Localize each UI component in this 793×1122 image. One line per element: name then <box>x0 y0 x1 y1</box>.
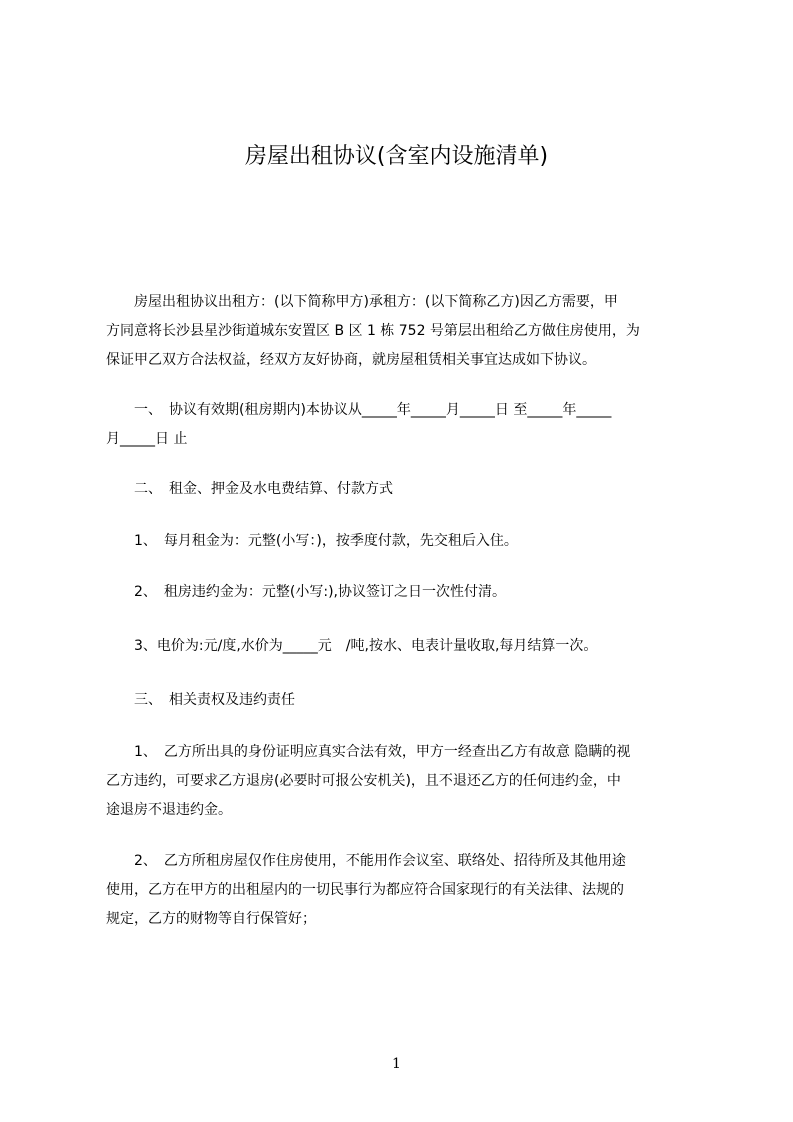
section-2-heading: 二、 租金、押金及水电费结算、付款方式 <box>106 481 393 497</box>
identity-clause-line-3: 途退房不退违约金。 <box>106 802 232 818</box>
section-3-heading: 三、 相关责权及违约责任 <box>106 692 295 708</box>
section-1-line-1: 一、 协议有效期(租房期内)本协议从_____年_____月_____日 至_____年_____ <box>106 402 612 418</box>
intro-paragraph <box>106 288 701 375</box>
utility-clause: 3、电价为:元/度,水价为_____元 /吨,按水、电表计量收取,每月结算一次。 <box>106 638 598 654</box>
section-1-paragraph <box>106 396 701 454</box>
intro-line-3: 保证甲乙双方合法权益，经双方友好协商，就房屋租赁相关事宜达成如下协议。 <box>106 352 596 368</box>
section-1-line-2: 月_____日 止 <box>106 431 188 447</box>
rent-clause: 1、 每月租金为：元整(小写：)，按季度付款，先交租后入住。 <box>106 533 518 549</box>
usage-clause-line-3: 规定，乙方的财物等自行保管好； <box>106 911 316 927</box>
page-number: 1 <box>392 1056 401 1072</box>
identity-clause-line-1: 1、 乙方所出具的身份证明应真实合法有效，甲方一经查出乙方有故意 隐瞒的视 <box>106 744 631 760</box>
usage-clause-line-2: 使用，乙方在甲方的出租屋内的一切民事行为都应符合国家现行的有关法律、法规的 <box>106 882 624 898</box>
usage-clause-line-1: 2、 乙方所租房屋仅作住房使用，不能用作会议室、联络处、招待所及其他用途 <box>106 853 626 869</box>
identity-clause <box>106 738 701 825</box>
intro-line-1: 房屋出租协议出租方：(以下简称甲方)承租方：(以下简称乙方)因乙方需要，甲 <box>106 294 618 310</box>
intro-line-2: 方同意将长沙县星沙街道城东安置区 B 区 1 栋 752 号第层出租给乙方做住房使用，为 <box>106 323 640 339</box>
penalty-clause: 2、 租房违约金为：元整(小写:),协议签订之日一次性付清。 <box>106 584 506 600</box>
document-title: 房屋出租协议(含室内设施清单) <box>244 144 549 169</box>
usage-clause <box>106 847 701 934</box>
identity-clause-line-2: 乙方违约，可要求乙方退房(必要时可报公安机关)，且不退还乙方的任何违约金，中 <box>106 773 621 789</box>
